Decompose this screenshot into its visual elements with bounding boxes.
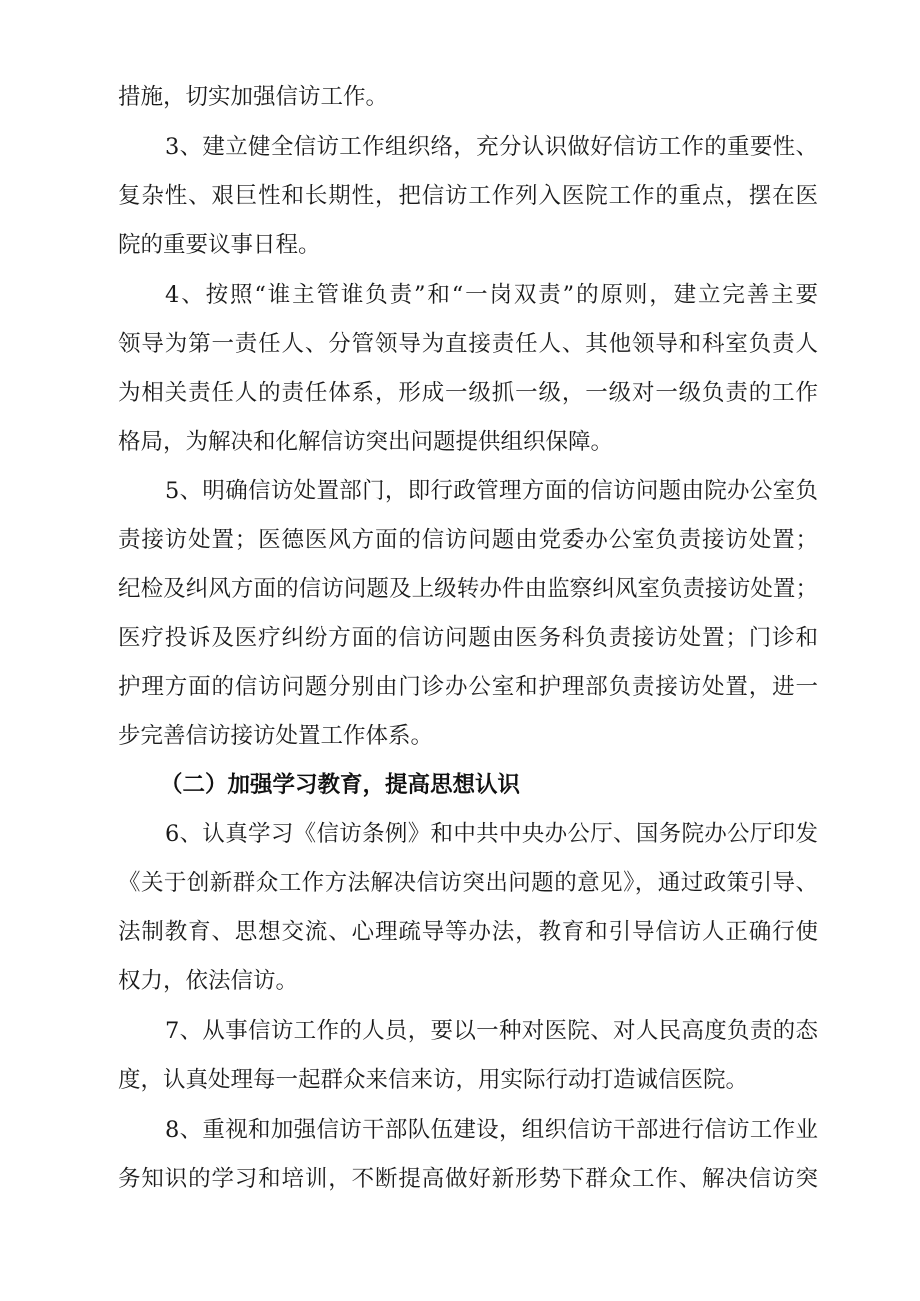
paragraph-line: 格局，为解决和化解信访突出问题提供组织保障。	[118, 429, 614, 455]
paragraph-line: 纪检及纠风方面的信访问题及上级转办件由监察纠风室负责接访处置；	[118, 576, 818, 602]
paragraph-line: 权力，依法信访。	[118, 968, 299, 994]
paragraph-line: 8、重视和加强信访干部队伍建设，组织信访干部进行信访工作业	[165, 1117, 818, 1143]
paragraph-line: 务知识的学习和培训，不断提高做好新形势下群众工作、解决信访突	[118, 1166, 818, 1192]
section-heading: （二）加强学习教育，提高思想认识	[160, 772, 521, 798]
paragraph-line: 护理方面的信访问题分别由门诊办公室和护理部负责接访处置，进一	[118, 674, 818, 700]
paragraph-line: 医疗投诉及医疗纠纷方面的信访问题由医务科负责接访处置；门诊和	[118, 625, 818, 651]
paragraph-line: 7、从事信访工作的人员，要以一种对医院、对人民高度负责的态	[165, 1018, 818, 1044]
paragraph-line: 3、建立健全信访工作组织络，充分认识做好信访工作的重要性、	[165, 134, 818, 160]
paragraph-line: 4、按照“谁主管谁负责”和“一岗双责”的原则，建立完善主要	[165, 282, 818, 308]
paragraph-line: 法制教育、思想交流、心理疏导等办法，教育和引导信访人正确行使	[118, 919, 818, 945]
paragraph-line: 院的重要议事日程。	[118, 232, 321, 258]
paragraph-line: 《关于创新群众工作方法解决信访突出问题的意见》，通过政策引导、	[118, 870, 818, 896]
paragraph-line: 复杂性、艰巨性和长期性，把信访工作列入医院工作的重点，摆在医	[118, 183, 818, 209]
paragraph-line: 5、明确信访处置部门，即行政管理方面的信访问题由院办公室负	[165, 478, 818, 504]
paragraph-line: 措施，切实加强信访工作。	[118, 84, 389, 110]
paragraph-line: 6、认真学习《信访条例》和中共中央办公厅、国务院办公厅印发	[165, 821, 818, 847]
paragraph-line: 为相关责任人的责任体系，形成一级抓一级，一级对一级负责的工作	[118, 380, 818, 406]
paragraph-line: 责接访处置；医德医风方面的信访问题由党委办公室负责接访处置；	[118, 527, 818, 553]
paragraph-line: 度，认真处理每一起群众来信来访，用实际行动打造诚信医院。	[118, 1067, 749, 1093]
paragraph-line: 领导为第一责任人、分管领导为直接责任人、其他领导和科室负责人	[118, 331, 818, 357]
paragraph-line: 步完善信访接访处置工作体系。	[118, 723, 434, 749]
